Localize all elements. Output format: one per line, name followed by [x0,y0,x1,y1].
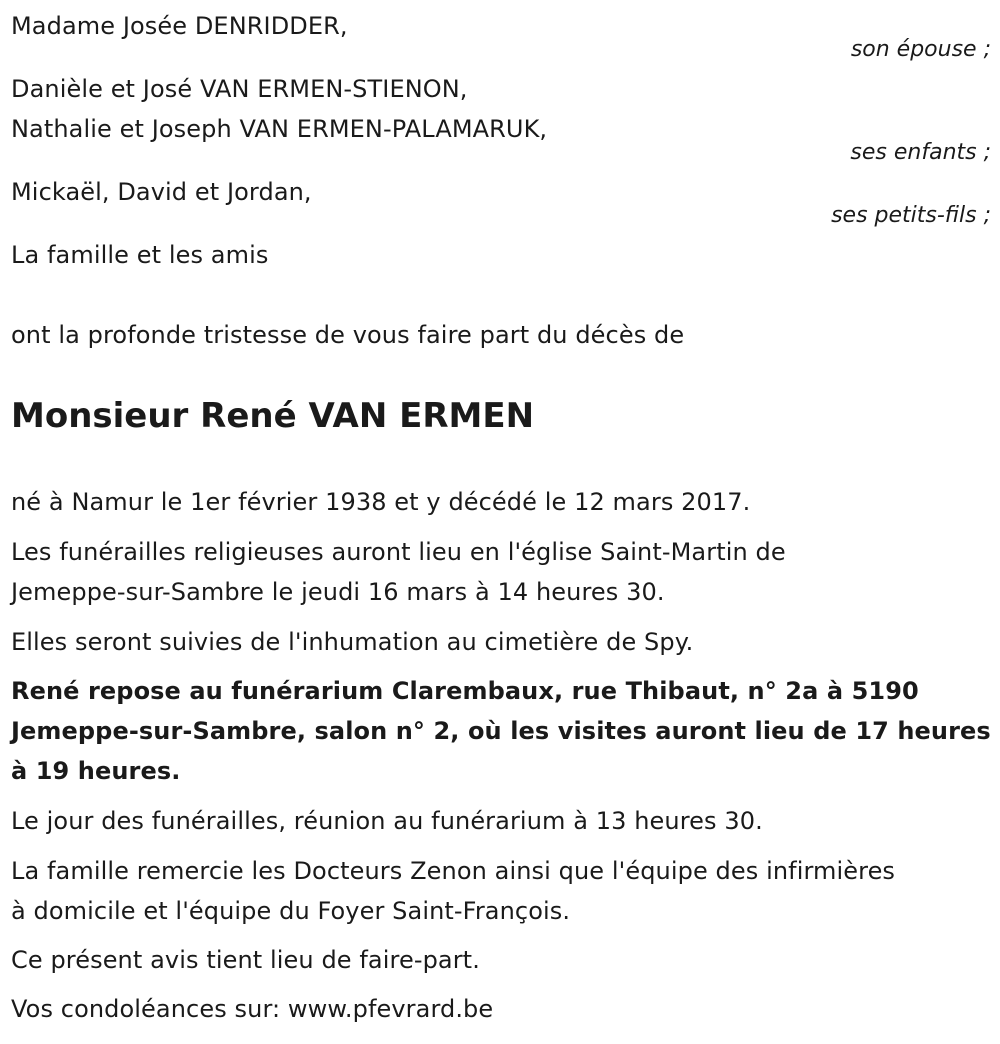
child-line-1: Danièle et José VAN ERMEN-STIENON, [11,75,468,103]
thanks-line-1: La famille remercie les Docteurs Zenon ainsi que l'équipe des infirmières [11,857,896,885]
rest-line-3: à 19 heures. [11,757,181,785]
notice-line: Ce présent avis tient lieu de faire-part. [11,946,480,974]
announcement-text: ont la profonde tristesse de vous faire part du décès de [11,321,685,349]
family-and-friends: La famille et les amis [11,241,269,269]
grandchildren-role: ses petits-fils ; [831,203,991,228]
funeral-line-1: Les funérailles religieuses auront lieu en l'église Saint-Martin de [11,538,786,566]
rest-line-2: Jemeppe-sur-Sambre, salon n° 2, où les visites auront lieu de 17 heures [11,717,991,745]
spouse-role: son épouse ; [850,37,991,62]
birth-death-line: né à Namur le 1er février 1938 et y décédé le 12 mars 2017. [11,488,751,516]
spouse-name: Madame Josée DENRIDDER, [11,12,348,40]
thanks-line-2: à domicile et l'équipe du Foyer Saint-François. [11,897,571,925]
deceased-name: Monsieur René VAN ERMEN [11,396,535,436]
funeral-line-2: Jemeppe-sur-Sambre le jeudi 16 mars à 14 heures 30. [11,578,665,606]
meeting-line: Le jour des funérailles, réunion au funérarium à 13 heures 30. [11,807,763,835]
burial-line: Elles seront suivies de l'inhumation au cimetière de Spy. [11,628,694,656]
grandchildren-names: Mickaël, David et Jordan, [11,178,312,206]
child-line-2: Nathalie et Joseph VAN ERMEN-PALAMARUK, [11,115,548,143]
condolences-line: Vos condoléances sur: www.pfevrard.be [11,995,494,1023]
rest-line-1: René repose au funérarium Clarembaux, rue Thibaut, n° 2a à 5190 [11,677,919,705]
children-role: ses enfants ; [850,140,991,165]
